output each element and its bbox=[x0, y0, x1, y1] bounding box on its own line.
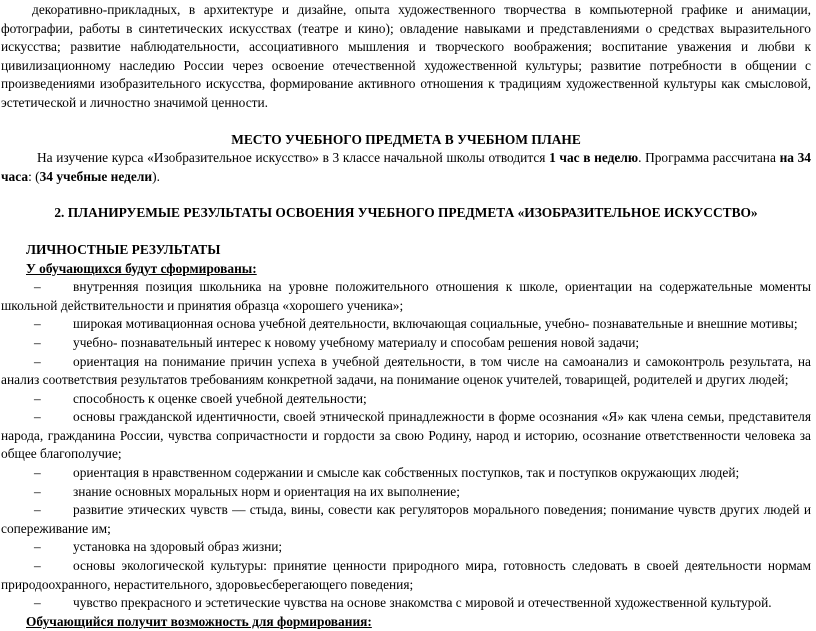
hours-text-c: . Программа рассчитана bbox=[638, 150, 780, 166]
list-item-text: широкая мотивационная основа учебной деятельности, включающая социальные, учебно- познавательные и внешние мотивы; bbox=[73, 316, 798, 332]
dash-glyph: – bbox=[34, 409, 41, 425]
hours-text-a: На изучение курса «Изобразительное искусство» в 3 классе начальной школы отводится bbox=[37, 150, 550, 166]
dash-glyph: – bbox=[34, 558, 41, 574]
hours-text-e: : ( bbox=[28, 168, 40, 184]
dash-glyph: – bbox=[34, 353, 41, 369]
formed-label bbox=[1, 260, 811, 279]
list-item bbox=[1, 334, 811, 353]
list-item bbox=[1, 390, 811, 409]
list-item bbox=[1, 538, 811, 557]
dash-glyph: – bbox=[34, 334, 41, 350]
list-dash bbox=[1, 464, 73, 483]
possibility-label bbox=[1, 613, 811, 631]
list-item bbox=[1, 315, 811, 334]
list-item-text: учебно- познавательный интерес к новому учебному материалу и способам решения новой задачи; bbox=[73, 334, 640, 350]
list-dash bbox=[1, 278, 73, 297]
list-item bbox=[1, 557, 811, 594]
list-dash bbox=[1, 334, 73, 353]
list-dash bbox=[1, 483, 73, 502]
weeks-total: 34 учебные недели bbox=[39, 168, 153, 184]
dash-glyph: – bbox=[34, 279, 41, 295]
list-item-text: чувство прекрасного и эстетические чувства на основе знакомства с мировой и отечественной художественной культурой. bbox=[73, 595, 772, 611]
list-item bbox=[1, 353, 811, 390]
list-dash bbox=[1, 315, 73, 334]
section-heading-results: 2. ПЛАНИРУЕМЫЕ РЕЗУЛЬТАТЫ ОСВОЕНИЯ УЧЕБНОГО ПРЕДМЕТА «ИЗОБРАЗИТЕЛЬНОЕ ИСКУССТВО» bbox=[54, 205, 758, 221]
list-item-text: знание основных моральных норм и ориентация на их выполнение; bbox=[73, 483, 460, 499]
list-dash bbox=[1, 538, 73, 557]
list-dash bbox=[1, 594, 73, 613]
dash-glyph: – bbox=[34, 539, 41, 555]
results-list bbox=[1, 278, 811, 613]
dash-glyph: – bbox=[34, 390, 41, 406]
dash-glyph: – bbox=[34, 502, 41, 518]
hours-paragraph bbox=[1, 149, 811, 186]
hours-text-g: ). bbox=[152, 168, 160, 184]
dash-glyph: – bbox=[34, 465, 41, 481]
list-item-text: установка на здоровый образ жизни; bbox=[73, 539, 283, 555]
list-item-text: основы экологической культуры: принятие ценности природного мира, готовность следовать в своей деятельности нормам природоохранного, нерастительного, здоровьесберегающего поведения; bbox=[1, 558, 811, 592]
list-dash bbox=[1, 390, 73, 409]
dash-glyph: – bbox=[34, 483, 41, 499]
formed-label-text: У обучающихся будут сформированы: bbox=[26, 260, 257, 276]
list-item-text: внутренняя позиция школьника на уровне положительного отношения к школе, ориентации на содержательные моменты школьной действительности и принятия образца «хорошего ученика»; bbox=[1, 279, 811, 313]
dash-glyph: – bbox=[34, 316, 41, 332]
list-item-text: способность к оценке своей учебной деятельности; bbox=[73, 390, 367, 406]
hours-total: на 34 часа bbox=[1, 150, 812, 184]
dash-glyph: – bbox=[34, 595, 41, 611]
list-dash bbox=[1, 557, 73, 576]
list-dash bbox=[1, 501, 73, 520]
list-item-text: основы гражданской идентичности, своей этнической принадлежности в форме осознания «Я» как члена семьи, представителя народа, гражданина России, чувства сопричастности и гордости за свою Родину, народ и историю, осознание ответственности человека за общее благополучие; bbox=[1, 409, 811, 462]
list-item-text: ориентация на понимание причин успеха в учебной деятельности, в том числе на самоанализ и самоконтроль результата, на анализ соответствия результатов требованиям конкретной задачи, на понимание оценок учителей, товарищей, родителей и других людей; bbox=[1, 353, 811, 388]
personal-results-heading: ЛИЧНОСТНЫЕ РЕЗУЛЬТАТЫ bbox=[26, 241, 221, 257]
list-dash bbox=[1, 408, 73, 427]
list-dash bbox=[1, 353, 73, 372]
list-item bbox=[1, 501, 811, 538]
section-heading-place: МЕСТО УЧЕБНОГО ПРЕДМЕТА В УЧЕБНОМ ПЛАНЕ bbox=[231, 131, 581, 147]
list-item bbox=[1, 594, 811, 613]
list-item bbox=[1, 483, 811, 502]
list-item bbox=[1, 464, 811, 483]
list-item-text: ориентация в нравственном содержании и смысле как собственных поступков, так и поступков окружающих людей; bbox=[73, 465, 740, 481]
list-item-text: развитие этических чувств — стыда, вины, совести как регуляторов морального поведения; понимание чувств других людей и сопереживание им; bbox=[1, 502, 811, 536]
hours-per-week: 1 час в неделю bbox=[549, 150, 639, 166]
possibility-label-text: Обучающийся получит возможность для формирования: bbox=[26, 613, 372, 629]
intro-paragraph: декоративно-прикладных, в архитектуре и дизайне, опыта художественного творчества в компьютерной графике и анимации, фотографии, работы в синтетических искусствах (театре и кино); овладение навыками и представлениями о средствах выразительного искусства; развитие наблюдательности, ассоциативного мышления и творческого воображения; воспитание уважения и любви к цивилизационному наследию России через освоение отечественной художественной культуры; развитие потребности в общении с произведениями изобразительного искусства, формирование активного отношения к традициям художественной культуры как смысловой, эстетической и личностно значимой ценности. bbox=[1, 2, 811, 110]
list-item bbox=[1, 278, 811, 315]
list-item bbox=[1, 408, 811, 464]
